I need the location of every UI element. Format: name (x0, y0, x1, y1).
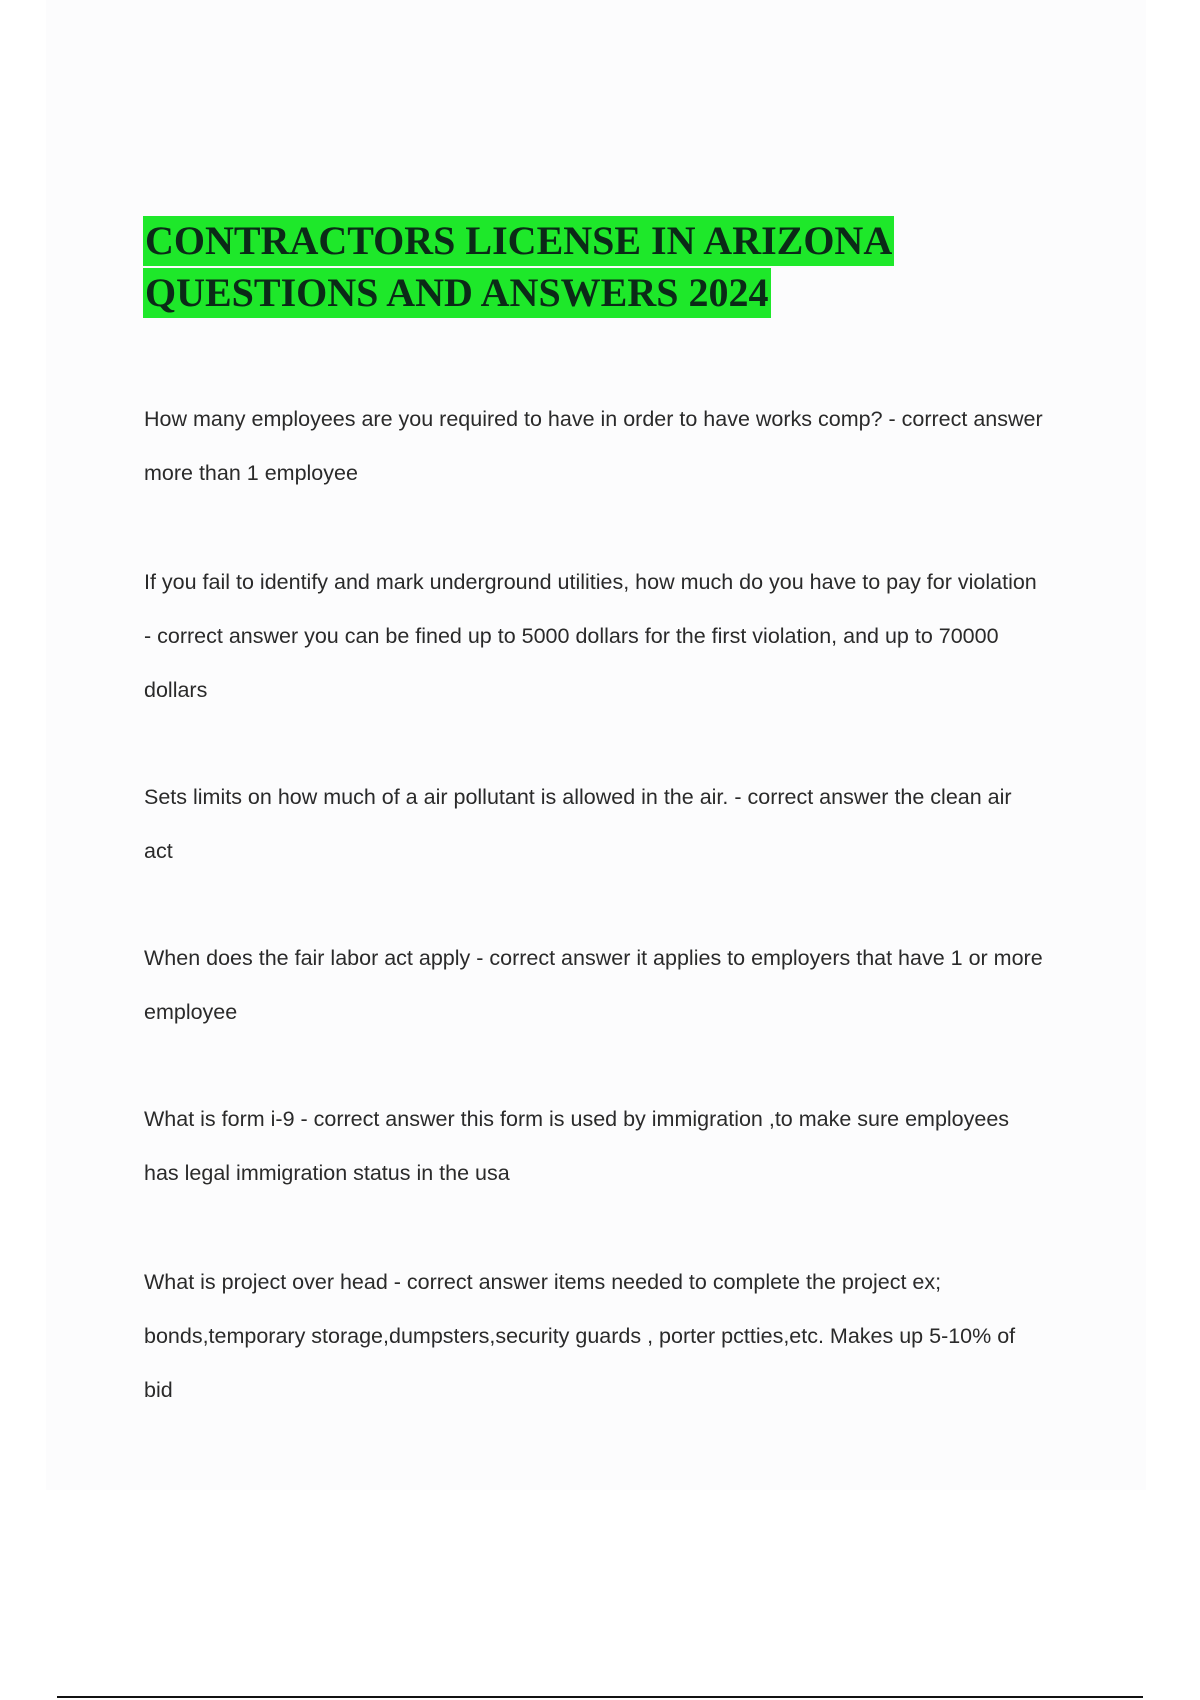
title-line-1: CONTRACTORS LICENSE IN ARIZONA (143, 216, 894, 266)
qa-item: How many employees are you required to have in order to have works comp? - correct answer more than 1 employee (144, 407, 1043, 485)
document-title (143, 216, 1043, 318)
qa-item: If you fail to identify and mark underground utilities, how much do you have to pay for violation - correct answer you can be fined up to 5000 dollars for the first violation, and up to 70000 dollars (144, 570, 1037, 702)
footer-divider (57, 1696, 1143, 1698)
title-line-2: QUESTIONS AND ANSWERS 2024 (143, 268, 771, 318)
qa-item: When does the fair labor act apply - correct answer it applies to employers that have 1 or more employee (144, 946, 1043, 1024)
qa-item: What is form i-9 - correct answer this form is used by immigration ,to make sure employees has legal immigration status in the usa (144, 1107, 1010, 1185)
qa-item: What is project over head - correct answer items needed to complete the project ex; bonds,temporary storage,dumpsters,security guards , porter pctties,etc. Makes up 5-10% of bid (144, 1270, 1016, 1402)
qa-item: Sets limits on how much of a air pollutant is allowed in the air. - correct answer the clean air act (144, 785, 1012, 863)
